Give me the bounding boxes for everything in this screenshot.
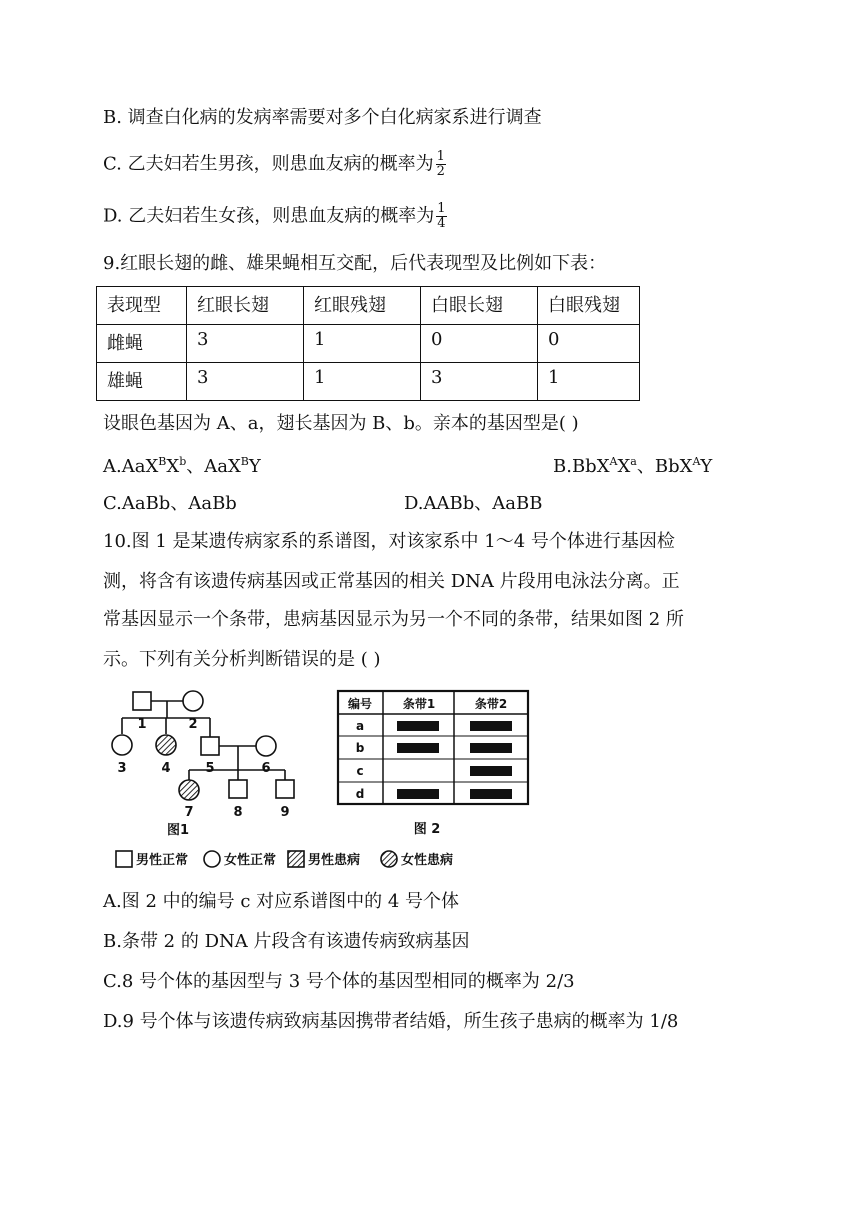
superscript: A xyxy=(609,455,618,468)
table-row xyxy=(97,363,640,401)
gel-band-c-band2 xyxy=(470,766,512,776)
q10-option-d: D.9 号个体与该遗传病致病基因携带者结婚，所生孩子患病的概率为 1/8 xyxy=(103,1011,679,1032)
table-header-cell: 白眼长翅 xyxy=(421,287,538,325)
table-header-cell: 红眼长翅 xyxy=(187,287,304,325)
gel-header-band1: 条带1 xyxy=(402,697,436,711)
table-header-cell: 白眼残翅 xyxy=(538,287,640,325)
q8-option-c xyxy=(103,150,446,179)
legend-male-normal: 男性正常 xyxy=(136,853,189,868)
q8-option-b: B. 调查白化病的发病率需要对多个白化病家系进行调查 xyxy=(103,107,542,128)
pedigree-legend xyxy=(114,846,474,872)
gel-band-a-band2 xyxy=(470,721,512,731)
table-cell: 3 xyxy=(421,363,538,401)
q8-option-d xyxy=(103,202,447,231)
female-affected-symbol xyxy=(179,780,199,800)
fraction-denominator: 4 xyxy=(437,216,446,231)
q9-stem: 9.红眼长翅的雌、雄果蝇相互交配，后代表现型及比例如下表： xyxy=(103,253,607,274)
q9-question: 设眼色基因为 A、a，翅长基因为 B、b。亲本的基因型是( ) xyxy=(103,413,579,434)
table-header-row xyxy=(97,287,640,325)
gel-band-d-band1 xyxy=(397,789,439,799)
fraction-numerator: 1 xyxy=(437,201,446,216)
gel-row-id-b: b xyxy=(355,741,365,755)
table-cell: 3 xyxy=(187,363,304,401)
fraction xyxy=(436,150,446,179)
gel-row-id-d: d xyxy=(355,787,365,801)
male-normal-symbol xyxy=(229,780,247,798)
electrophoresis-figure xyxy=(335,688,535,838)
individual-label-7: 7 xyxy=(184,805,194,820)
q10-stem-line2: 测，将含有该遗传病基因或正常基因的相关 DNA 片段用电泳法分离。正 xyxy=(103,571,680,592)
q10-option-a: A.图 2 中的编号 c 对应系谱图中的 4 号个体 xyxy=(103,891,460,912)
male-normal-legend-icon xyxy=(116,851,132,867)
male-normal-symbol xyxy=(201,737,219,755)
fraction xyxy=(436,202,446,231)
table-header-cell: 表现型 xyxy=(97,287,187,325)
option-text: X xyxy=(617,456,631,477)
superscript: B xyxy=(240,455,249,468)
gel-row-id-c: c xyxy=(356,764,364,778)
female-normal-symbol xyxy=(112,735,132,755)
q9-option-c: C.AaBb、AaBb xyxy=(103,493,237,514)
legend-female-affected: 女性患病 xyxy=(401,853,454,868)
q8-option-c-text: C. 乙夫妇若生男孩，则患血友病的概率为 xyxy=(103,153,434,175)
legend-male-affected: 男性患病 xyxy=(308,853,361,868)
q8-option-d-text: D. 乙夫妇若生女孩，则患血友病的概率为 xyxy=(103,205,435,227)
superscript: b xyxy=(179,455,187,468)
option-text: Y xyxy=(248,456,261,477)
table-cell: 3 xyxy=(187,325,304,363)
table-cell: 0 xyxy=(538,325,640,363)
option-text: B.BbX xyxy=(553,456,610,477)
q10-option-b: B.条带 2 的 DNA 片段含有该遗传病致病基因 xyxy=(103,931,470,952)
gel-header-band2: 条带2 xyxy=(474,697,508,711)
q10-stem-line4: 示。下列有关分析判断错误的是 ( ) xyxy=(103,649,381,670)
fraction-numerator: 1 xyxy=(436,149,445,164)
table-header-cell: 红眼残翅 xyxy=(304,287,421,325)
gel-header-id: 编号 xyxy=(347,697,373,711)
individual-label-2: 2 xyxy=(188,717,198,732)
option-text: Y xyxy=(700,456,713,477)
table-row xyxy=(97,325,640,363)
individual-label-9: 9 xyxy=(280,805,290,820)
q9-option-a xyxy=(103,455,261,479)
table-cell: 1 xyxy=(304,325,421,363)
table-cell: 雌蝇 xyxy=(97,325,187,363)
superscript: B xyxy=(158,455,167,468)
gel-band-d-band2 xyxy=(470,789,512,799)
option-text: X xyxy=(166,456,180,477)
female-normal-legend-icon xyxy=(204,851,220,867)
gel-band-b-band1 xyxy=(397,743,439,753)
individual-label-8: 8 xyxy=(233,805,243,820)
female-normal-symbol xyxy=(183,691,203,711)
female-normal-symbol xyxy=(256,736,276,756)
q9-option-b xyxy=(553,455,712,479)
q10-stem-line1: 10.图 1 是某遗传病家系的系谱图，对该家系中 1～4 号个体进行基因检 xyxy=(103,531,675,552)
table-cell: 0 xyxy=(421,325,538,363)
individual-label-3: 3 xyxy=(117,761,127,776)
q9-option-d: D.AABb、AaBB xyxy=(404,493,543,514)
individual-label-4: 4 xyxy=(161,761,171,776)
option-text: A.AaX xyxy=(103,456,159,477)
table-cell: 雄蝇 xyxy=(97,363,187,401)
q10-stem-line3: 常基因显示一个条带，患病基因显示为另一个不同的条带，结果如图 2 所 xyxy=(103,609,684,630)
gel-row-id-a: a xyxy=(355,719,365,733)
female-affected-legend-icon xyxy=(381,851,397,867)
female-affected-symbol xyxy=(156,735,176,755)
table-cell: 1 xyxy=(304,363,421,401)
option-text: 、AaX xyxy=(186,456,241,477)
phenotype-table xyxy=(96,286,640,401)
legend-female-normal: 女性正常 xyxy=(224,853,277,868)
pedigree-figure xyxy=(100,684,310,840)
fraction-denominator: 2 xyxy=(436,164,445,179)
figure-1-caption: 图1 xyxy=(166,823,190,838)
gel-band-b-band2 xyxy=(470,743,512,753)
male-normal-symbol xyxy=(133,692,151,710)
option-text: 、BbX xyxy=(636,456,693,477)
q10-option-c: C.8 号个体的基因型与 3 号个体的基因型相同的概率为 2/3 xyxy=(103,971,575,992)
table-cell: 1 xyxy=(538,363,640,401)
figure-2-caption: 图 2 xyxy=(413,822,441,837)
superscript: A xyxy=(692,455,701,468)
individual-label-5: 5 xyxy=(205,761,215,776)
gel-band-a-band1 xyxy=(397,721,439,731)
individual-label-1: 1 xyxy=(137,717,147,732)
individual-label-6: 6 xyxy=(261,761,271,776)
male-normal-symbol xyxy=(276,780,294,798)
male-affected-legend-icon xyxy=(288,851,304,867)
superscript: a xyxy=(630,455,637,468)
